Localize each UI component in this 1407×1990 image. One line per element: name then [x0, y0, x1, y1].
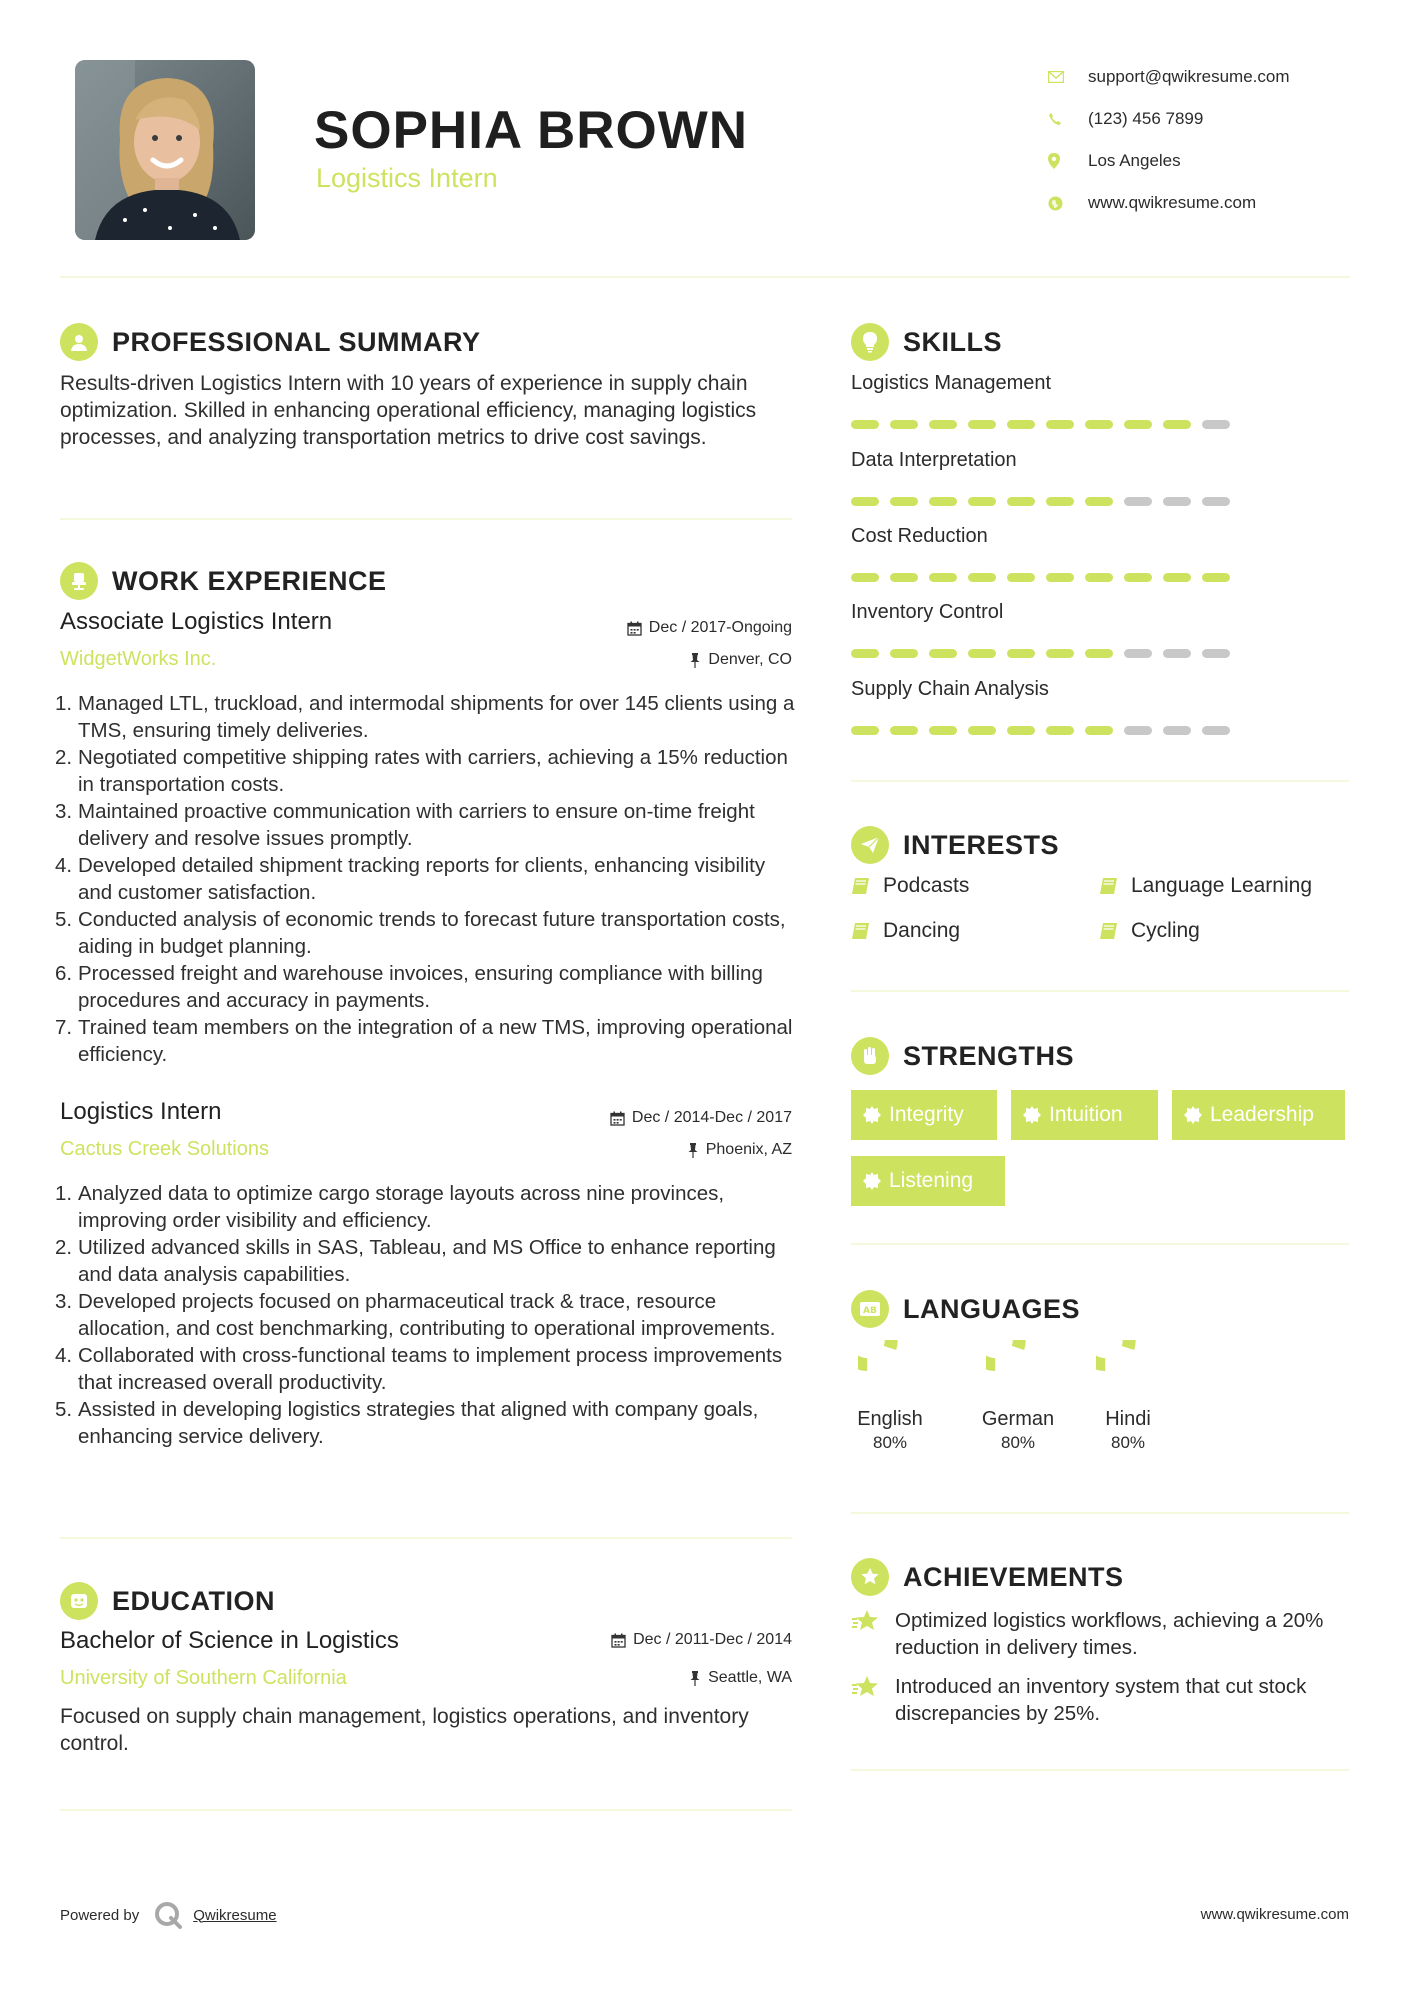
skill-level-bar	[851, 420, 1241, 429]
qwikresume-link[interactable]: Qwikresume	[193, 1906, 277, 1924]
book-icon	[1099, 877, 1119, 895]
powered-by-label: Powered by	[60, 1906, 140, 1924]
skill-level-bar	[851, 573, 1241, 582]
job-date-text: Dec / 2017-Ongoing	[648, 619, 792, 636]
summary-text: Results-driven Logistics Intern with 10 years of experience in supply chain optimization. Skilled in enhancing operational efficiency, managing logistics processes, and analyzing transportation metrics to drive cost savings.	[60, 372, 757, 449]
duty-item: 2. Utilized advanced skills in SAS, Tableau, and MS Office to enhance reporting and data analysis capabilities.	[55, 1236, 776, 1286]
experience-divider	[60, 1537, 792, 1539]
job-title: Associate Logistics Intern	[60, 608, 333, 635]
school-name: University of Southern California	[60, 1667, 347, 1689]
skill-level-dash	[851, 497, 879, 506]
duty-item: 5. Conducted analysis of economic trends to forecast future transportation costs, aiding in budget planning.	[55, 908, 786, 958]
skill-level-bar	[851, 497, 1241, 506]
language-item	[1073, 1340, 1183, 1453]
candidate-role: Logistics Intern	[316, 163, 498, 193]
skill-level-dash	[1202, 497, 1230, 506]
duty-item: 3. Maintained proactive communication with carriers to ensure on-time freight delivery and resolve issues promptly.	[55, 800, 755, 850]
skill-level-dash	[851, 420, 879, 429]
summary-divider	[60, 518, 792, 520]
language-name: English	[857, 1408, 923, 1430]
skill-level-bar	[851, 649, 1241, 658]
skill-level-dash	[929, 497, 957, 506]
language-item	[835, 1340, 945, 1453]
education-entry	[60, 1627, 792, 1777]
graduate-icon	[60, 1582, 98, 1620]
skill-name: Cost Reduction	[851, 525, 988, 547]
language-percent: 80%	[1000, 1433, 1036, 1452]
skill-level-dash	[929, 420, 957, 429]
skill-level-dash	[1202, 726, 1230, 735]
job-date-text: Dec / 2014-Dec / 2017	[631, 1109, 792, 1126]
skill-level-dash	[1202, 649, 1230, 658]
qwikresume-logo-icon	[153, 1900, 183, 1930]
book-icon	[851, 922, 871, 940]
skill-level-dash	[1163, 420, 1191, 429]
skills-divider	[851, 780, 1349, 782]
skills-title: SKILLS	[903, 326, 1003, 357]
job-location-text: Phoenix, AZ	[705, 1141, 792, 1158]
profile-photo	[75, 60, 255, 240]
skill-level-dash	[1202, 420, 1230, 429]
strengths-heading	[851, 1037, 1074, 1075]
job-location	[687, 1141, 792, 1159]
strength-label: Leadership	[1210, 1103, 1314, 1126]
map-pin-icon	[1048, 153, 1088, 169]
skill-level-dash	[929, 649, 957, 658]
skill-level-dash	[1202, 573, 1230, 582]
duty-item: 6. Processed freight and warehouse invoices, ensuring compliance with billing procedures and accuracy in payments.	[55, 962, 763, 1012]
summary-title: PROFESSIONAL SUMMARY	[112, 326, 481, 357]
job-title: Logistics Intern	[60, 1098, 222, 1125]
language-percent: 80%	[1110, 1433, 1146, 1452]
language-name: German	[981, 1408, 1055, 1430]
language-name: Hindi	[1105, 1408, 1151, 1430]
language-gauge	[1096, 1340, 1160, 1404]
star-medal-icon	[851, 1673, 881, 1727]
duty-item: 5. Assisted in developing logistics strategies that aligned with company goals, enhancing service delivery.	[55, 1398, 759, 1448]
skill-level-dash	[1085, 649, 1113, 658]
job-company: WidgetWorks Inc.	[60, 648, 217, 670]
skill-level-dash	[1163, 573, 1191, 582]
duty-item: 7. Trained team members on the integration of a new TMS, improving operational efficiency.	[55, 1016, 793, 1066]
language-gauge	[986, 1340, 1050, 1404]
book-icon	[1099, 922, 1119, 940]
skill-level-dash	[1124, 573, 1152, 582]
skill-level-dash	[1046, 420, 1074, 429]
achievement-text: Introduced an inventory system that cut stock discrepancies by 25%.	[895, 1675, 1307, 1725]
achievements-divider	[851, 1769, 1349, 1771]
skill-name: Data Interpretation	[851, 449, 1017, 471]
globe-icon	[1048, 196, 1088, 211]
skill-level-dash	[890, 420, 918, 429]
achievements-heading	[851, 1558, 1124, 1596]
achievements-title: ACHIEVEMENTS	[903, 1561, 1124, 1592]
language-gauge-arc	[858, 1340, 891, 1365]
experience-title: WORK EXPERIENCE	[112, 565, 387, 596]
trophy-star-icon	[851, 1558, 889, 1596]
skill-level-dash	[1085, 726, 1113, 735]
calendar-icon	[610, 1111, 625, 1126]
skill-level-dash	[1085, 573, 1113, 582]
language-item	[963, 1340, 1073, 1453]
education-location	[689, 1669, 792, 1687]
skill-level-dash	[1124, 649, 1152, 658]
footer-powered-by	[60, 1900, 277, 1930]
contact-email[interactable]	[1048, 56, 1378, 98]
skill-level-dash	[890, 649, 918, 658]
skill-level-dash	[1007, 497, 1035, 506]
job-location	[689, 651, 792, 669]
skill-level-dash	[1007, 649, 1035, 658]
skill-level-dash	[1007, 420, 1035, 429]
pushpin-icon	[687, 1143, 699, 1158]
skill-level-dash	[1046, 573, 1074, 582]
language-gauge-arc	[986, 1340, 1019, 1365]
strength-label: Listening	[889, 1169, 974, 1192]
svg-text:AB: AB	[863, 1306, 877, 1316]
summary-heading	[60, 323, 481, 361]
contact-website[interactable]	[1048, 182, 1378, 224]
strength-tag	[1172, 1090, 1345, 1140]
pushpin-icon	[689, 653, 701, 668]
strength-tag	[851, 1090, 997, 1140]
star-medal-icon	[851, 1607, 881, 1661]
badge-icon	[863, 1172, 881, 1190]
skill-level-dash	[968, 573, 996, 582]
skill-level-dash	[1124, 420, 1152, 429]
calendar-icon	[611, 1633, 626, 1648]
strengths-divider	[851, 1243, 1349, 1245]
skill-level-dash	[968, 649, 996, 658]
skills-heading	[851, 323, 1002, 361]
skill-level-bar	[851, 726, 1241, 735]
skill-level-dash	[1163, 726, 1191, 735]
hand-icon	[851, 1037, 889, 1075]
strength-tag	[1011, 1090, 1158, 1140]
office-chair-icon	[60, 562, 98, 600]
candidate-name: SOPHIA BROWN	[314, 101, 749, 160]
interest-item	[851, 919, 960, 943]
achievement-item	[851, 1607, 1361, 1661]
language-gauge	[858, 1340, 922, 1404]
education-date-text: Dec / 2011-Dec / 2014	[633, 1631, 792, 1648]
contact-location	[1048, 140, 1378, 182]
interests-divider	[851, 990, 1349, 992]
job-company: Cactus Creek Solutions	[60, 1138, 269, 1160]
strengths-title: STRENGTHS	[903, 1040, 1075, 1071]
interest-item	[1099, 874, 1312, 898]
phone-icon	[1048, 112, 1088, 126]
skill-name: Logistics Management	[851, 372, 1052, 394]
skill-level-dash	[1085, 420, 1113, 429]
skill-level-dash	[890, 726, 918, 735]
job-location-text: Denver, CO	[708, 651, 792, 668]
degree-title: Bachelor of Science in Logistics	[60, 1627, 399, 1654]
skill-level-dash	[1163, 649, 1191, 658]
interests-heading	[851, 826, 1059, 864]
languages-title: LANGUAGES	[903, 1293, 1081, 1324]
strength-label: Intuition	[1049, 1103, 1123, 1126]
calendar-icon	[627, 621, 642, 636]
experience-heading	[60, 562, 387, 600]
interest-label: Dancing	[883, 919, 961, 942]
translate-icon	[851, 1290, 889, 1328]
contact-website-text: www.qwikresume.com	[1088, 193, 1257, 212]
duty-item: 1. Analyzed data to optimize cargo storage layouts across nine provinces, improving order visibility and efficiency.	[55, 1182, 725, 1232]
languages-heading	[851, 1290, 1080, 1328]
contact-phone-text: (123) 456 7899	[1088, 109, 1204, 128]
education-location-text: Seattle, WA	[708, 1669, 792, 1686]
strength-label: Integrity	[889, 1103, 964, 1126]
skill-level-dash	[851, 573, 879, 582]
job-entry	[55, 1098, 792, 1488]
skill-level-dash	[1046, 497, 1074, 506]
contact-block	[1048, 56, 1378, 224]
skill-level-dash	[968, 726, 996, 735]
book-icon	[851, 877, 871, 895]
skill-level-dash	[1046, 649, 1074, 658]
skill-level-dash	[1046, 726, 1074, 735]
skill-level-dash	[968, 497, 996, 506]
footer-website[interactable]: www.qwikresume.com	[1200, 1906, 1349, 1923]
duty-item: 4. Developed detailed shipment tracking reports for clients, enhancing visibility and customer satisfaction.	[55, 854, 766, 904]
education-title: EDUCATION	[112, 1585, 275, 1616]
header-divider	[60, 276, 1350, 278]
badge-icon	[1023, 1106, 1041, 1124]
pushpin-icon	[689, 1671, 701, 1686]
skill-name: Supply Chain Analysis	[851, 678, 1049, 700]
paper-plane-icon	[851, 826, 889, 864]
skill-level-dash	[890, 573, 918, 582]
interest-item	[1099, 919, 1200, 943]
contact-email-text: support@qwikresume.com	[1088, 67, 1290, 86]
interest-item	[851, 874, 969, 898]
duty-item: 2. Negotiated competitive shipping rates with carriers, achieving a 15% reduction in transportation costs.	[55, 746, 788, 796]
job-date	[610, 1109, 792, 1127]
achievement-text: Optimized logistics workflows, achieving a 20% reduction in delivery times.	[895, 1609, 1324, 1659]
contact-location-text: Los Angeles	[1088, 151, 1181, 170]
envelope-icon	[1048, 71, 1088, 83]
skill-level-dash	[968, 420, 996, 429]
skill-level-dash	[929, 726, 957, 735]
lightbulb-icon	[851, 323, 889, 361]
user-icon	[60, 323, 98, 361]
interest-label: Podcasts	[883, 874, 970, 897]
contact-phone[interactable]	[1048, 98, 1378, 140]
duty-item: 1. Managed LTL, truckload, and intermodal shipments for over 145 clients using a TMS, ensuring timely deliveries.	[55, 692, 795, 742]
education-text: Focused on supply chain management, logistics operations, and inventory control.	[60, 1705, 749, 1755]
duty-item: 3. Developed projects focused on pharmaceutical track & trace, resource allocation, and cost benchmarking, contributing to operational improvements.	[55, 1290, 776, 1340]
skill-name: Inventory Control	[851, 601, 1004, 623]
skill-level-dash	[1007, 573, 1035, 582]
skill-level-dash	[929, 573, 957, 582]
job-duties	[55, 1180, 800, 1450]
language-gauge-arc	[1096, 1340, 1129, 1365]
languages-divider	[851, 1512, 1349, 1514]
interest-label: Cycling	[1131, 919, 1200, 942]
interest-label: Language Learning	[1131, 874, 1313, 897]
strength-tag	[851, 1156, 1005, 1206]
badge-icon	[1184, 1106, 1202, 1124]
interests-title: INTERESTS	[903, 829, 1060, 860]
skill-level-dash	[1163, 497, 1191, 506]
skill-level-dash	[890, 497, 918, 506]
badge-icon	[863, 1106, 881, 1124]
skill-level-dash	[851, 726, 879, 735]
skill-level-dash	[1124, 497, 1152, 506]
skill-level-dash	[1007, 726, 1035, 735]
language-percent: 80%	[872, 1433, 908, 1452]
duty-item: 4. Collaborated with cross-functional teams to implement process improvements that increased overall productivity.	[55, 1344, 783, 1394]
education-date	[611, 1631, 792, 1649]
skill-level-dash	[851, 649, 879, 658]
education-heading	[60, 1582, 275, 1620]
job-entry	[55, 608, 795, 1066]
skill-level-dash	[1085, 497, 1113, 506]
education-divider	[60, 1809, 792, 1811]
job-duties	[55, 690, 800, 1068]
job-date	[627, 619, 792, 637]
skill-level-dash	[1124, 726, 1152, 735]
achievement-item	[851, 1673, 1361, 1727]
